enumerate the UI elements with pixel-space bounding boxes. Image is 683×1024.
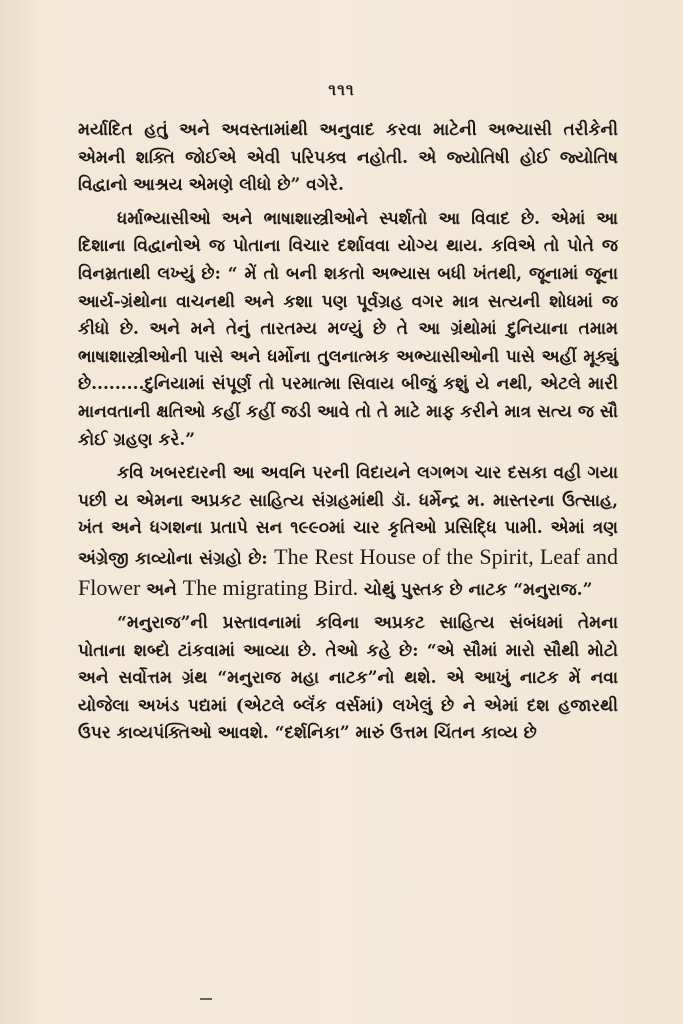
paragraph-2: ધર્માભ્યાસીઓ અને ભાષાશાસ્ત્રીઓને સ્પર્શતો આ વિવાદ છે. એમાં આ દિશાના વિદ્વાનોએ જ પોતાના વિચાર દર્શાવવા યોગ્ય થાય. કવિએ તો પોતે જ વિનમ્રતાથી લખ્યું છે: “ મેં તો બની શકતો અભ્યાસ બધી ખંતથી, જૂનામાં જૂના આર્ય-ગ્રંથોના વાચનથી અને કશા પણ પૂર્વગ્રહ વગર માત્ર સત્યની શોધમાં જ કીધો છે. અને મને તેનું તારતમ્ય મળ્યું છે તે આ ગ્રંથોમાં દુનિયાના તમામ ભાષાશાસ્ત્રીઓની પાસે અને ધર્મોના તુલનાત્મક અભ્યાસીઓની પાસે અહીં મૂક્યું છે.........દુનિયામાં સંપૂર્ણ તો પરમાત્મા સિવાય બીજું કશું યે નથી, એટલે મારી માનવતાની ક્ષતિઓ કહીં કહીં જડી આવે તો તે માટે માફ કરીને માત્ર સત્ય જ સૌ કોઈ ગ્રહણ કરે.”: [78, 208, 618, 450]
paragraph-1: મર્યાદિત હતું અને અવસ્તામાંથી અનુવાદ કરવા માટેની અભ્યાસી તરીકેની એમની શક્તિ જોઈએ એવી પરિપક્વ નહોતી. એ જ્યોતિષી હોઈ જ્યોતિષ વિદ્વાનો આશ્રય એમણે લીધો છે” વગેરે.: [78, 120, 618, 196]
paragraph-4: “મનુરાજ”ની પ્રસ્તાવનામાં કવિના અપ્રકટ સાહિત્ય સંબંધમાં તેમના પોતાના શબ્દો ટાંકવામાં આવ્યા છે. તેઓ કહે છે: “એ સૌમાં મારો સૌથી મોટો અને સર્વોત્તમ ગ્રંથ “મનુરાજ મહા નાટક”નો થશે. એ આખું નાટક મેં નવા યોજેલા અખંડ પદ્યમાં (એટલે બ્લૅંક વર્સમાં) લખેલું છે ને એમાં દશ હજારથી ઉપર કાવ્યપંક્તિઓ આવશે. “દર્શનિકા” મારું ઉત્તમ ચિંતન કાવ્ય છે: [78, 613, 618, 744]
english-title-2: The migrating Bird.: [182, 574, 359, 600]
english-title-1: The Rest House of the Spirit, Leaf and Flower: [78, 543, 618, 600]
page-number: ૧૧૧: [328, 80, 355, 99]
paragraph-3-text-a: કવિ ખબરદારની આ અવનિ પરની વિદાયને લગભગ ચાર દસકા વહી ગયા પછી ય એમના અપ્રકટ સાહિત્ય સંગ્રહમાંથી ડૉ. ધર્મેન્દ્ર મ. માસ્તરના ઉત્સાહ, ખંત અને ધગશના પ્રતાપે સન ૧૯૯૦માં ચાર કૃતિઓ પ્રસિદ્ધિ પામી. એમાં ત્રણ અંગ્રેજી કાવ્યોના સંગ્રહો છે:: [78, 463, 618, 569]
body-text: [78, 117, 618, 754]
page-bottom-mark: [200, 998, 212, 1000]
paragraph-3: [78, 460, 618, 604]
paragraph-3-text-c: ચોથું પુસ્તક છે નાટક “મનુરાજ.”: [358, 579, 593, 600]
paragraph-3-text-b: અને: [140, 579, 183, 600]
